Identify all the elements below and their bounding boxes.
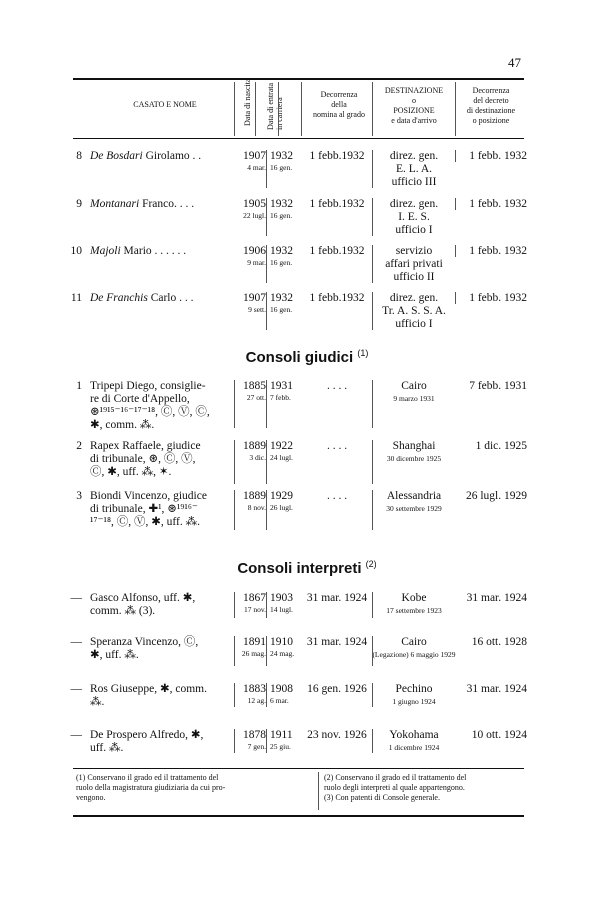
- person-entry-line: ⊛¹⁹¹⁵⁻¹⁶⁻¹⁷⁻¹⁸, Ⓒ, Ⓥ, Ⓒ,: [90, 406, 210, 418]
- nomination-date: 31 mar. 1924: [306, 592, 368, 604]
- column-separator: [266, 636, 267, 666]
- nomination-date: 1 febb.1932: [309, 245, 365, 257]
- birth-year: 1867: [243, 592, 266, 604]
- column-separator: [234, 683, 235, 707]
- header-sep: [301, 82, 302, 136]
- birth-date: 3 dic.: [249, 453, 266, 462]
- person-entry-line: ¹⁷⁻¹⁸, Ⓒ, Ⓥ, ✱, uff. ⁂.: [90, 516, 200, 528]
- surname: Montanari: [90, 198, 140, 210]
- birth-date: 17 nov.: [243, 605, 266, 614]
- header-data-entrata: Data di entrata in carriera: [266, 82, 284, 130]
- destination-line: ufficio I: [395, 224, 433, 236]
- destination-place: Alessandria: [386, 490, 442, 502]
- column-separator: [372, 440, 373, 484]
- destination-line: ufficio II: [393, 271, 435, 283]
- destination-place: Kobe: [401, 592, 427, 604]
- person-entry: [90, 490, 233, 529]
- column-separator: [372, 729, 373, 753]
- row-number: —: [70, 636, 82, 648]
- header-casato: CASATO E NOME: [133, 100, 197, 109]
- birth-date: 8 nov.: [247, 503, 266, 512]
- entry-year: 1932: [270, 292, 293, 304]
- entry-date: 14 lugl.: [270, 605, 293, 614]
- destination-line: servizio: [395, 245, 433, 257]
- entry-date: 24 mag.: [270, 649, 295, 658]
- destination-line: ufficio I: [395, 318, 433, 330]
- destination-place: Cairo: [401, 380, 427, 392]
- nomination-date: 16 gen. 1926: [307, 683, 367, 695]
- entry-year: 1911: [270, 729, 293, 741]
- birth-date: 9 sett.: [248, 305, 266, 314]
- footnote-right-l1: (2) Conservano il grado ed il trattamento del: [324, 773, 467, 782]
- birth-year: 1905: [243, 198, 266, 210]
- first-name: Carlo . . .: [150, 292, 194, 304]
- person-entry-line: Rapex Raffaele, giudice: [90, 440, 201, 452]
- header-decreto-l4: o posizione: [472, 116, 510, 125]
- column-separator: [372, 490, 373, 530]
- destination: [372, 245, 456, 284]
- header-top-rule: [73, 78, 524, 80]
- entry-date: 25 giu.: [270, 742, 291, 751]
- surname: De Bosdari: [90, 150, 143, 162]
- birth-year: 1885: [243, 380, 266, 392]
- column-separator: [234, 636, 235, 666]
- birth-year: 1878: [243, 729, 266, 741]
- row-number: —: [70, 683, 82, 695]
- person-entry: [90, 440, 233, 479]
- header-destinazione-l1: DESTINAZIONE: [384, 86, 444, 95]
- column-separator: [266, 729, 267, 753]
- person-entry-line: Gasco Alfonso, uff. ✱,: [90, 592, 196, 604]
- header-decreto-l2: del decreto: [473, 96, 509, 105]
- decree-date: 31 mar. 1924: [466, 683, 527, 695]
- footnote-left: [76, 773, 316, 803]
- nomination-date: 31 mar. 1924: [306, 636, 368, 648]
- person-entry-line: comm. ⁂ (3).: [90, 605, 156, 617]
- footnote-left-l2: ruolo della magistratura giudiziaria da cui pro-: [76, 783, 226, 792]
- section-title-note: (1): [357, 348, 369, 358]
- entry-year: 1931: [270, 380, 293, 392]
- header-decorrenza-decreto: [456, 86, 526, 126]
- destination-line: Tr. A. S. S. A.: [382, 305, 446, 317]
- nomination-date: 1 febb.1932: [309, 292, 365, 304]
- header-destinazione-l4: e data d'arrivo: [391, 116, 437, 125]
- nomination-date: . . . .: [326, 490, 348, 502]
- decree-date: 1 febb. 1932: [469, 150, 527, 162]
- header-sep: [372, 82, 373, 136]
- surname: De Franchis: [90, 292, 148, 304]
- destination-line: affari privati: [385, 258, 443, 270]
- header-decorrenza-l2: della: [331, 100, 347, 109]
- header-data-nascita: Data di nascita: [243, 78, 252, 126]
- destination: [372, 292, 456, 331]
- section-title-consoli-interpreti: [0, 559, 614, 577]
- row-number: 11: [70, 292, 82, 304]
- birth-year: 1907: [243, 292, 266, 304]
- person-entry-line: di tribunale, ✚¹, ⊛¹⁹¹⁶⁻: [90, 503, 198, 515]
- person-entry: [90, 380, 233, 432]
- column-separator: [266, 245, 267, 283]
- entry-date: 24 lugl.: [270, 453, 293, 462]
- entry-date: 26 lugl.: [270, 503, 293, 512]
- header-sep: [278, 82, 279, 136]
- birth-year: 1907: [243, 150, 266, 162]
- header-bottom-rule: [73, 138, 524, 139]
- person-entry-line: Tripepi Diego, consiglie-: [90, 380, 206, 392]
- column-separator: [266, 198, 267, 236]
- row-number: 10: [70, 245, 82, 257]
- footnote-right-l2: ruolo degli interpreti al quale appartengono.: [324, 783, 465, 792]
- column-separator: [234, 592, 235, 618]
- person-name: [90, 150, 201, 162]
- header-decorrenza: [306, 90, 372, 120]
- entry-date: 7 febb.: [270, 393, 291, 402]
- decree-date: 7 febb. 1931: [469, 380, 527, 392]
- section-title-note: (2): [365, 559, 377, 569]
- entry-year: 1932: [270, 150, 293, 162]
- header-destinazione-l3: POSIZIONE: [393, 106, 435, 115]
- footnote-left-l3: vengono.: [76, 793, 106, 802]
- destination: [372, 198, 456, 237]
- nomination-date: . . . .: [326, 380, 348, 392]
- decree-date: 16 ott. 1928: [471, 636, 527, 648]
- person-entry: [90, 729, 233, 755]
- decree-date: 1 dic. 1925: [475, 440, 527, 452]
- person-name: [90, 292, 194, 304]
- person-entry-line: Ros Giuseppe, ✱, comm.: [90, 683, 207, 695]
- row-number: 2: [76, 440, 82, 452]
- entry-date: 16 gen.: [270, 305, 293, 314]
- column-separator: [266, 683, 267, 707]
- column-separator: [455, 245, 456, 257]
- birth-date: 7 gen.: [247, 742, 266, 751]
- birth-date: 12 ag.: [247, 696, 266, 705]
- row-number: 1: [76, 380, 82, 392]
- footnote-sep: [318, 772, 319, 810]
- destination-date: 17 settembre 1923: [386, 606, 442, 615]
- destination-line: direz. gen.: [389, 292, 439, 304]
- header-sep: [234, 82, 235, 136]
- birth-date: 27 ott.: [246, 393, 266, 402]
- person-entry-line: ✱, comm. ⁂.: [90, 419, 155, 431]
- birth-year: 1891: [243, 636, 266, 648]
- column-separator: [234, 440, 235, 484]
- destination-line: I. E. S.: [398, 211, 430, 223]
- footnote-right-l3: (3) Con patenti di Console generale.: [324, 793, 440, 802]
- person-entry-line: ✱, uff. ⁂.: [90, 649, 139, 661]
- first-name: Franco. . . .: [142, 198, 195, 210]
- decree-date: 26 lugl. 1929: [465, 490, 527, 502]
- nomination-date: 1 febb.1932: [309, 198, 365, 210]
- person-entry-line: Speranza Vincenzo, Ⓒ,: [90, 636, 199, 648]
- birth-date: 4 mar.: [247, 163, 266, 172]
- person-entry-line: Biondi Vincenzo, giudice: [90, 490, 207, 502]
- footnote-left-l1: (1) Conservano il grado ed il trattamento del: [76, 773, 219, 782]
- section-title-text: Consoli interpreti: [237, 560, 362, 577]
- surname: Majoli: [90, 245, 121, 257]
- decree-date: 31 mar. 1924: [466, 592, 527, 604]
- column-separator: [372, 683, 373, 707]
- section-title-text: Consoli giudici: [245, 349, 354, 366]
- birth-date: 22 lugl.: [243, 211, 266, 220]
- person-entry-line: di tribunale, ⊛, Ⓒ, Ⓥ,: [90, 453, 196, 465]
- entry-year: 1932: [270, 198, 293, 210]
- column-separator: [266, 490, 267, 530]
- entry-date: 16 gen.: [270, 258, 293, 267]
- bottom-rule: [73, 815, 524, 817]
- column-separator: [234, 729, 235, 753]
- footnote-rule: [73, 768, 524, 769]
- entry-year: 1908: [270, 683, 293, 695]
- person-entry-line: re di Corte d'Appello,: [90, 393, 190, 405]
- birth-date: 9 mar.: [247, 258, 266, 267]
- column-separator: [234, 380, 235, 428]
- header-decreto-l1: Decorrenza: [472, 86, 510, 95]
- destination-line: direz. gen.: [389, 150, 439, 162]
- destination-date: (Legazione) 6 maggio 1929: [372, 650, 456, 659]
- footnote-right: [324, 773, 524, 803]
- person-entry-line: ⁂.: [90, 696, 105, 708]
- row-number: 3: [76, 490, 82, 502]
- birth-year: 1889: [243, 440, 266, 452]
- birth-year: 1883: [243, 683, 266, 695]
- destination-place: Shanghai: [392, 440, 436, 452]
- decree-date: 1 febb. 1932: [469, 198, 527, 210]
- row-number: 8: [76, 150, 82, 162]
- nomination-date: 23 nov. 1926: [307, 729, 367, 741]
- row-number: 9: [76, 198, 82, 210]
- destination-place: Cairo: [401, 636, 427, 648]
- column-separator: [455, 150, 456, 162]
- destination-place: Yokohama: [389, 729, 439, 741]
- row-number: —: [70, 592, 82, 604]
- column-separator: [372, 150, 373, 188]
- person-name: [90, 198, 194, 210]
- entry-year: 1932: [270, 245, 293, 257]
- column-separator: [266, 380, 267, 428]
- nomination-date: . . . .: [326, 440, 348, 452]
- entry-year: 1929: [270, 490, 293, 502]
- birth-year: 1906: [243, 245, 266, 257]
- person-entry: [90, 592, 233, 618]
- column-separator: [455, 292, 456, 304]
- header-decorrenza-l1: Decorrenza: [320, 90, 358, 99]
- destination: [372, 150, 456, 189]
- column-separator: [266, 440, 267, 484]
- section-title-consoli-giudici: [0, 348, 614, 366]
- column-separator: [234, 490, 235, 530]
- destination-date: 1 dicembre 1924: [388, 743, 440, 752]
- person-entry-line: uff. ⁂.: [90, 742, 124, 754]
- nomination-date: 1 febb.1932: [309, 150, 365, 162]
- destination-line: direz. gen.: [389, 198, 439, 210]
- decree-date: 10 ott. 1924: [471, 729, 527, 741]
- entry-year: 1922: [270, 440, 293, 452]
- column-separator: [372, 636, 373, 666]
- destination-date: 30 settembre 1929: [386, 504, 442, 513]
- entry-date: 16 gen.: [270, 163, 293, 172]
- header-sep: [455, 82, 456, 136]
- destination-date: 9 marzo 1931: [393, 394, 435, 403]
- person-entry-line: Ⓒ, ✱, uff. ⁂, ✶.: [90, 466, 172, 478]
- birth-date: 26 mag.: [241, 649, 266, 658]
- person-name: [90, 245, 186, 257]
- column-separator: [455, 198, 456, 210]
- destination-line: E. L. A.: [395, 163, 433, 175]
- decree-date: 1 febb. 1932: [469, 245, 527, 257]
- entry-date: 6 mar.: [270, 696, 289, 705]
- column-separator: [266, 592, 267, 618]
- header-decreto-l3: di destinazione: [466, 106, 516, 115]
- person-entry-line: De Prospero Alfredo, ✱,: [90, 729, 204, 741]
- first-name: Mario . . . . . .: [123, 245, 187, 257]
- destination-date: 30 dicembre 1925: [386, 454, 442, 463]
- column-separator: [266, 150, 267, 188]
- column-separator: [372, 198, 373, 236]
- decree-date: 1 febb. 1932: [469, 292, 527, 304]
- header-sep: [255, 82, 256, 136]
- first-name: Girolamo . .: [145, 150, 202, 162]
- column-separator: [372, 592, 373, 618]
- entry-date: 16 gen.: [270, 211, 293, 220]
- header-destinazione-l2: o: [412, 96, 416, 105]
- birth-year: 1889: [243, 490, 266, 502]
- entry-year: 1903: [270, 592, 293, 604]
- destination-date: 1 giugno 1924: [392, 697, 436, 706]
- row-number: —: [70, 729, 82, 741]
- column-separator: [266, 292, 267, 330]
- destination-line: ufficio III: [391, 176, 437, 188]
- column-separator: [372, 380, 373, 428]
- person-entry: [90, 683, 233, 709]
- page-number: 47: [508, 55, 521, 70]
- column-separator: [372, 245, 373, 283]
- header-decorrenza-l3: nomina al grado: [313, 110, 365, 119]
- header-destinazione: [372, 86, 456, 126]
- entry-year: 1910: [270, 636, 293, 648]
- destination-place: Pechino: [395, 683, 433, 695]
- column-separator: [372, 292, 373, 330]
- person-entry: [90, 636, 233, 662]
